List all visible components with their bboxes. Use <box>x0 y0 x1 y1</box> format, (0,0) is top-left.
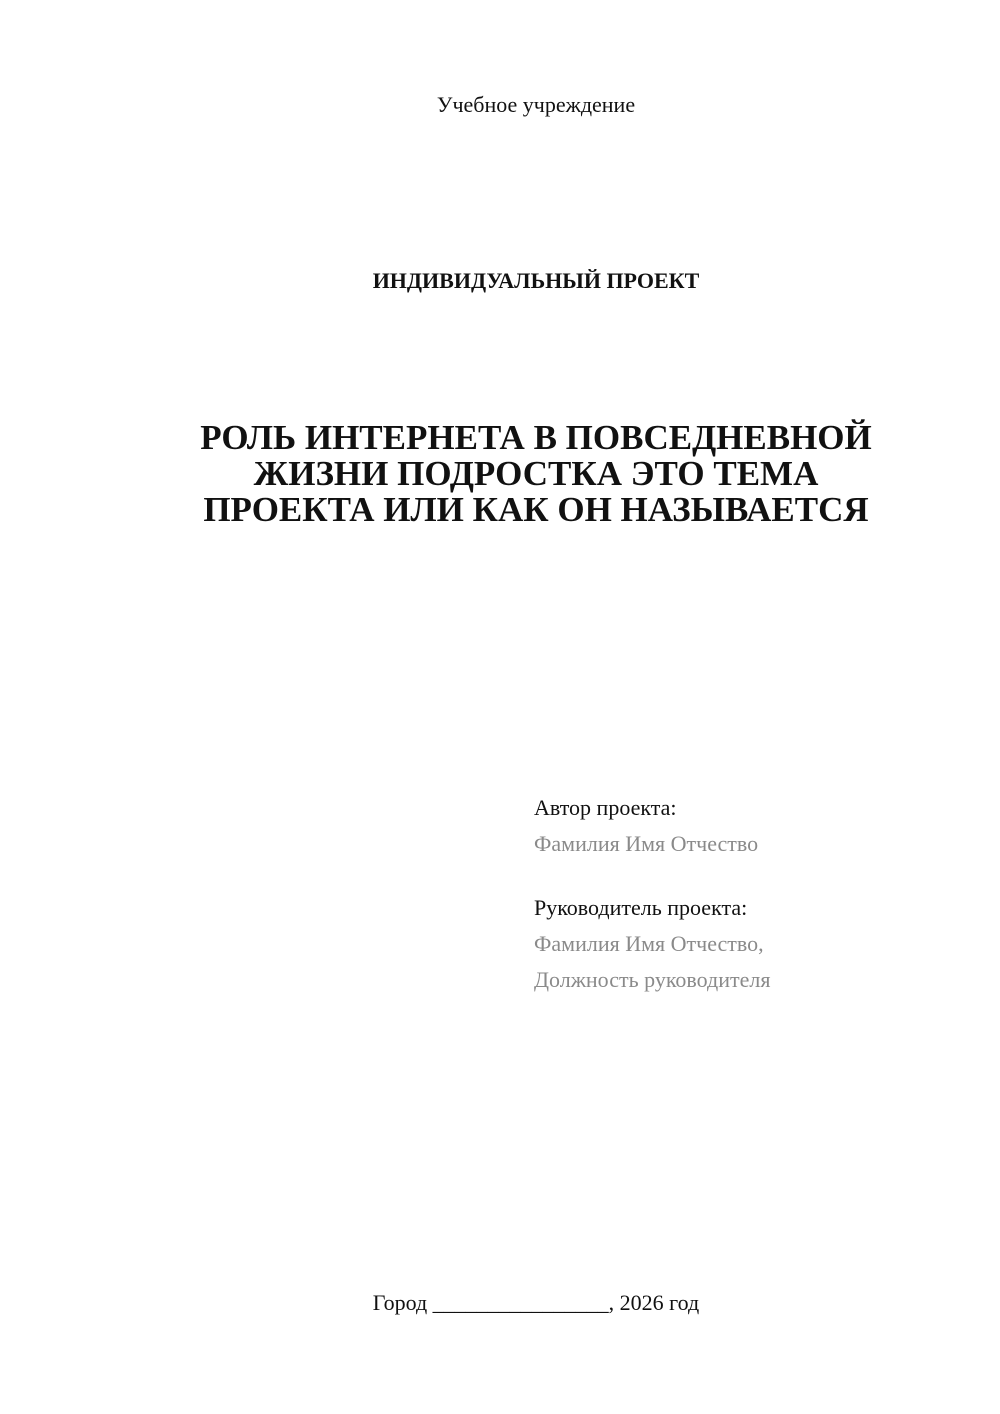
supervisor-name-placeholder: Фамилия Имя Отчество, <box>534 931 764 956</box>
spacer <box>534 862 974 890</box>
author-label: Автор проекта: <box>534 795 677 820</box>
institution-name: Учебное учреждение <box>436 92 636 117</box>
credits-block <box>534 790 974 998</box>
city-year-line: Город ________________, 2026 год <box>372 1290 700 1315</box>
project-title-line: ПРОЕКТА ИЛИ КАК ОН НАЗЫВАЕТСЯ <box>203 490 869 529</box>
supervisor-label: Руководитель проекта: <box>534 895 748 920</box>
project-title <box>160 420 912 528</box>
project-type-heading: ИНДИВИДУАЛЬНЫЙ ПРОЕКТ <box>372 268 700 293</box>
project-title-line: ЖИЗНИ ПОДРОСТКА ЭТО ТЕМА <box>253 454 819 493</box>
author-name-placeholder: Фамилия Имя Отчество <box>534 831 759 856</box>
project-title-line: РОЛЬ ИНТЕРНЕТА В ПОВСЕДНЕВНОЙ <box>200 418 872 457</box>
supervisor-position-placeholder: Должность руководителя <box>534 967 771 992</box>
